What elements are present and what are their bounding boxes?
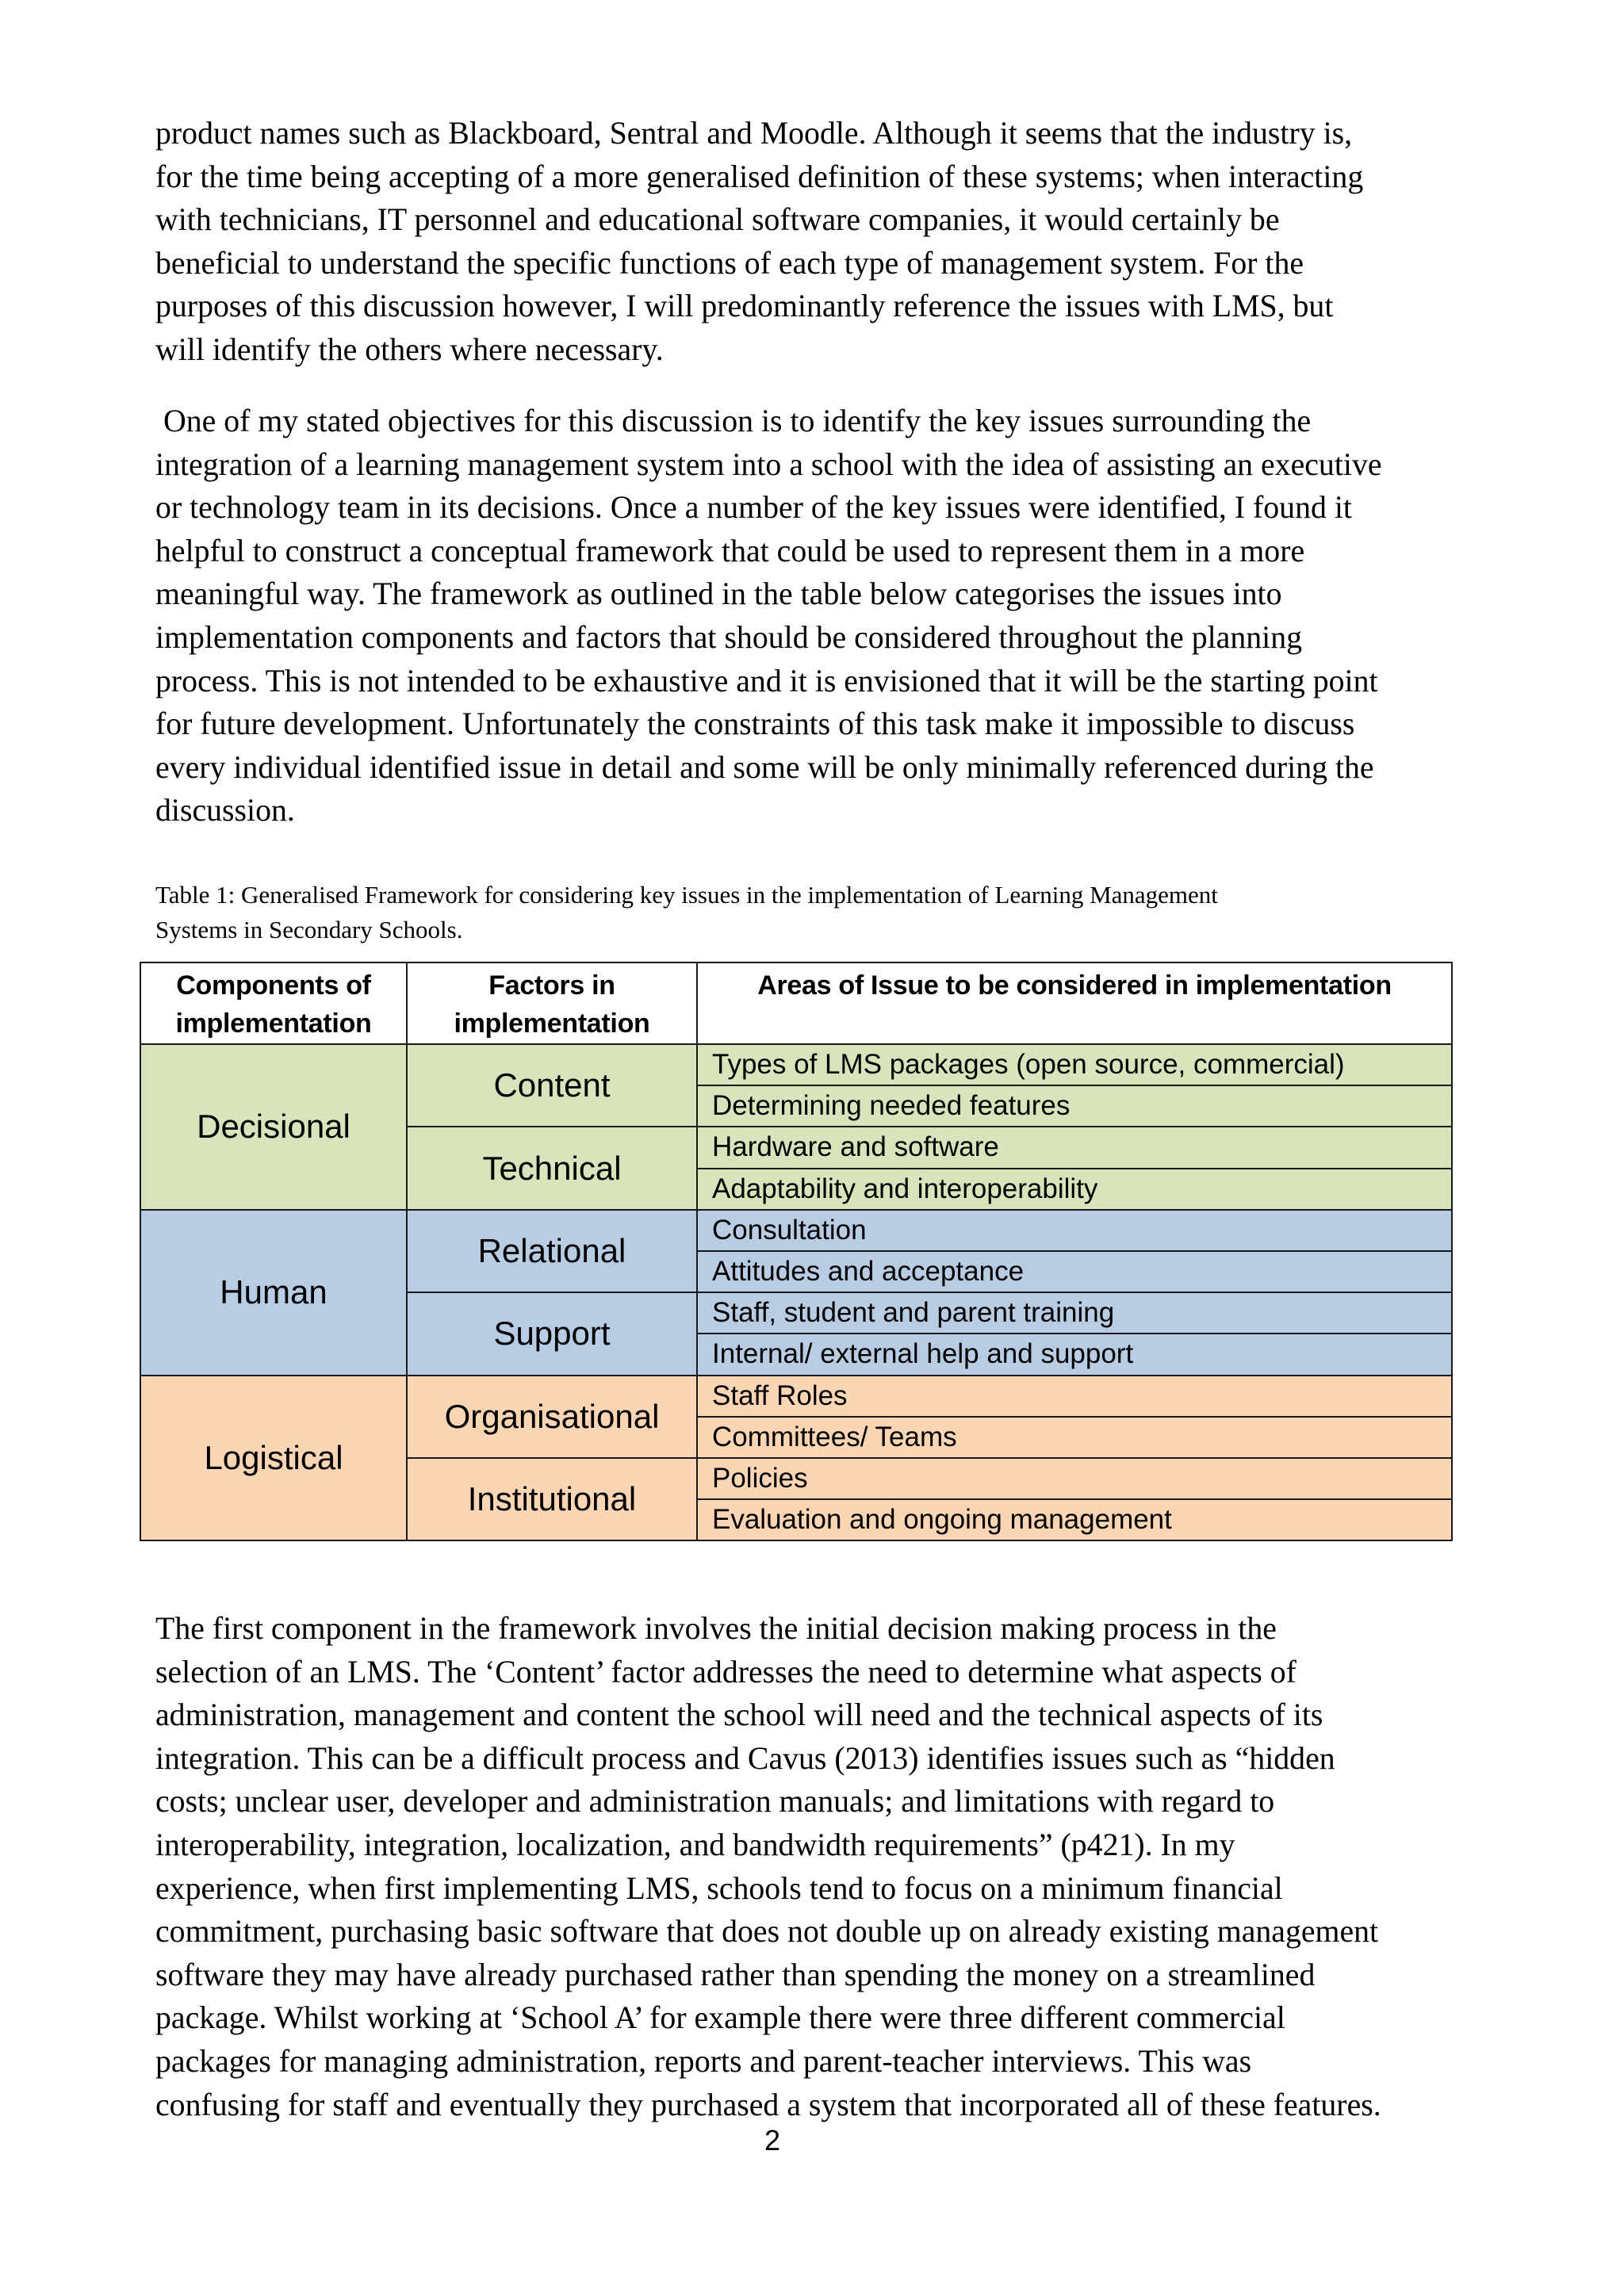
component-cell: Human [140,1210,407,1376]
text-line: beneficial to understand the specific functions of each type of management system. For the [155,244,1304,281]
factor-cell: Relational [407,1210,697,1292]
area-cell: Adaptability and interoperability [697,1169,1452,1210]
header-areas: Areas of Issue to be considered in implementation [697,962,1452,1044]
text-line: experience, when first implementing LMS, schools tend to focus on a minimum financial [155,1869,1283,1906]
text-line: discussion. [155,792,295,828]
factor-cell: Content [407,1044,697,1127]
text-line: selection of an LMS. The ‘Content’ factor addresses the need to determine what aspects of [155,1653,1297,1689]
text-line: costs; unclear user, developer and administration manuals; and limitations with regard to [155,1783,1275,1820]
area-cell: Evaluation and ongoing management [697,1499,1452,1540]
caption-line: Systems in Secondary Schools. [155,916,463,943]
text-line: or technology team in its decisions. Once a number of the key issues were identified, I found it [155,489,1352,526]
body-paragraph-1 [155,112,1472,372]
text-line: product names such as Blackboard, Sentral and Moodle. Although it seems that the industry is, [155,115,1353,151]
component-cell: Decisional [140,1044,407,1210]
text-line: helpful to construct a conceptual framework that could be used to represent them in a more [155,532,1305,568]
area-cell: Consultation [697,1210,1452,1251]
factor-cell: Institutional [407,1458,697,1540]
table-caption [155,878,1456,947]
text-line: for future development. Unfortunately the constraints of this task make it impossible to discuss [155,706,1355,742]
text-line: administration, management and content the school will need and the technical aspects of its [155,1697,1323,1733]
text-line: The first component in the framework involves the initial decision making process in the [155,1610,1277,1646]
text-line: interoperability, integration, localization, and bandwidth requirements” (p421). In my [155,1826,1235,1862]
text-line: integration of a learning management system into a school with the idea of assisting an executive [155,446,1382,482]
text-line: with technicians, IT personnel and educational software companies, it would certainly be [155,201,1280,238]
header-factors: Factors in implementation [407,962,697,1044]
text-line: process. This is not intended to be exhaustive and it is envisioned that it will be the starting point [155,662,1378,698]
table-row [140,1376,1452,1417]
area-cell: Committees/ Teams [697,1417,1452,1458]
body-paragraph-3 [155,1607,1472,2126]
area-cell: Staff, student and parent training [697,1292,1452,1334]
text-line: every individual identified issue in detail and some will be only minimally referenced during the [155,748,1374,785]
area-cell: Types of LMS packages (open source, commercial) [697,1044,1452,1085]
area-cell: Determining needed features [697,1085,1452,1127]
area-cell: Attitudes and acceptance [697,1251,1452,1292]
component-cell: Logistical [140,1376,407,1541]
text-line: will identify the others where necessary. [155,331,664,367]
text-line: software they may have already purchased rather than spending the money on a streamlined [155,1956,1316,1992]
factor-cell: Technical [407,1127,697,1209]
area-cell: Policies [697,1458,1452,1499]
text-line: confusing for staff and eventually they purchased a system that incorporated all of these features. [155,2086,1381,2122]
text-line: purposes of this discussion however, I will predominantly reference the issues with LMS, but [155,288,1334,324]
text-line: packages for managing administration, reports and parent-teacher interviews. This was [155,2042,1252,2079]
text-line: package. Whilst working at ‘School A’ for example there were three different commercial [155,1999,1285,2036]
text-line: meaningful way. The framework as outlined in the table below categorises the issues into [155,576,1282,612]
body-paragraph-2 [155,400,1472,832]
factor-cell: Support [407,1292,697,1375]
text-line: implementation components and factors that should be considered throughout the planning [155,618,1303,655]
table-row [140,1044,1452,1085]
area-cell: Hardware and software [697,1127,1452,1168]
table-row [140,1210,1452,1251]
table-header-row [140,962,1452,1044]
caption-line: Table 1: Generalised Framework for considering key issues in the implementation of Learning Management [155,881,1218,909]
text-line: commitment, purchasing basic software that does not double up on already existing management [155,1913,1379,1950]
framework-table [140,962,1453,1541]
header-components: Components of implementation [140,962,407,1044]
text-line: One of my stated objectives for this discussion is to identify the key issues surrounding the [155,403,1312,438]
factor-cell: Organisational [407,1376,697,1458]
text-line: for the time being accepting of a more generalised definition of these systems; when interacting [155,158,1364,194]
text-line: integration. This can be a difficult process and Cavus (2013) identifies issues such as “hidden [155,1739,1335,1776]
page-number: 2 [764,2124,781,2156]
area-cell: Internal/ external help and support [697,1334,1452,1375]
area-cell: Staff Roles [697,1376,1452,1417]
